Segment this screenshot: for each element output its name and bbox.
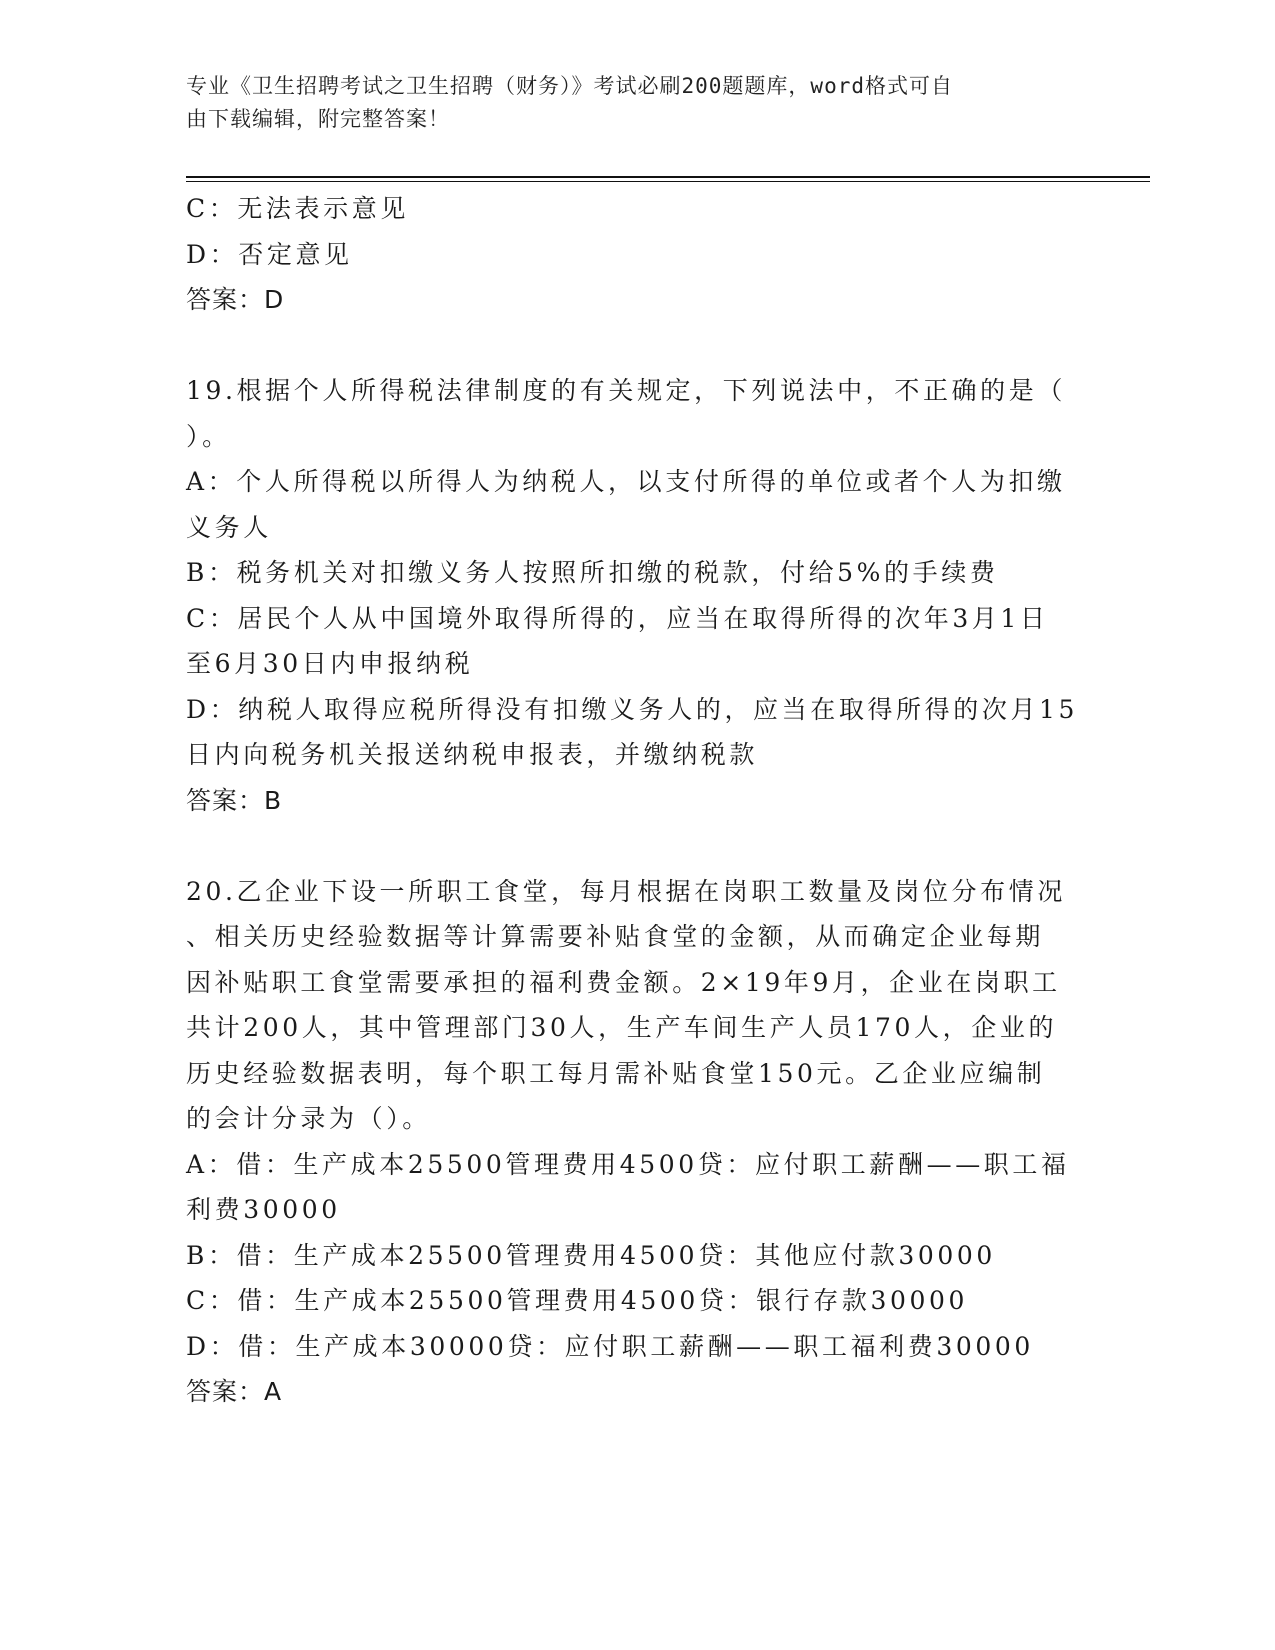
- q20-stem-line-5: 历史经验数据表明，每个职工每月需补贴食堂150元。乙企业应编制: [186, 1058, 1046, 1088]
- q20-option-a-line-1: A：借：生产成本25500管理费用4500贷：应付职工薪酬——职工福: [186, 1149, 1070, 1179]
- q20-answer: 答案：A: [186, 1377, 283, 1406]
- q20-option-c: C：借：生产成本25500管理费用4500贷：银行存款30000: [186, 1286, 969, 1315]
- q19-option-b: B：税务机关对扣缴义务人按照所扣缴的税款，付给5%的手续费: [186, 558, 999, 587]
- q20-option-b: B：借：生产成本25500管理费用4500贷：其他应付款30000: [186, 1240, 996, 1270]
- q20-option-a-line-2: 利费30000: [186, 1195, 341, 1224]
- question-20: [186, 869, 1086, 1415]
- header-line-1: 专业《卫生招聘考试之卫生招聘（财务）》考试必刷200题题库，word格式可自: [186, 74, 953, 98]
- document-header: [186, 70, 1066, 136]
- q19-stem-line-2: ）。: [186, 421, 231, 451]
- q19-answer: 答案：B: [186, 785, 283, 815]
- q19-option-d-line-1: D：纳税人取得应税所得没有扣缴义务人的，应当在取得所得的次月15: [186, 694, 1079, 724]
- question-19: [186, 368, 1086, 823]
- prev-option-d: D：否定意见: [186, 239, 353, 269]
- header-rule-thin: [186, 181, 1150, 182]
- q20-stem-line-3: 因补贴职工食堂需要承担的福利费金额。2×19年9月，企业在岗职工: [186, 967, 1061, 997]
- q20-stem-line-1: 20.乙企业下设一所职工食堂，每月根据在岗职工数量及岗位分布情况: [186, 876, 1066, 906]
- q20-stem-line-4: 共计200人，其中管理部门30人，生产车间生产人员170人，企业的: [186, 1013, 1058, 1042]
- header-line-2: 由下载编辑，附完整答案！: [186, 107, 450, 131]
- prev-option-c: C：无法表示意见: [186, 194, 409, 223]
- q19-option-c-line-2: 至6月30日内申报纳税: [186, 649, 474, 678]
- question-content: [186, 186, 1086, 1415]
- spacer: [186, 323, 1086, 369]
- header-rule-thick: [186, 176, 1150, 178]
- q20-stem-line-6: 的会计分录为（）。: [186, 1104, 431, 1133]
- q19-option-c-line-1: C：居民个人从中国境外取得所得的，应当在取得所得的次年3月1日: [186, 603, 1049, 633]
- q19-option-a-line-1: A：个人所得税以所得人为纳税人，以支付所得的单位或者个人为扣缴: [186, 467, 1066, 496]
- q20-stem-line-2: 、相关历史经验数据等计算需要补贴食堂的金额，从而确定企业每期: [186, 922, 1045, 951]
- q19-option-a-line-2: 义务人: [186, 512, 272, 542]
- prev-answer: 答案：D: [186, 285, 285, 314]
- q20-option-d: D：借：生产成本30000贷：应付职工薪酬——职工福利费30000: [186, 1331, 1034, 1361]
- q19-stem-line-1: 19.根据个人所得税法律制度的有关规定，下列说法中，不正确的是（: [186, 376, 1066, 405]
- q19-option-d-line-2: 日内向税务机关报送纳税申报表，并缴纳税款: [186, 740, 759, 769]
- spacer: [186, 823, 1086, 869]
